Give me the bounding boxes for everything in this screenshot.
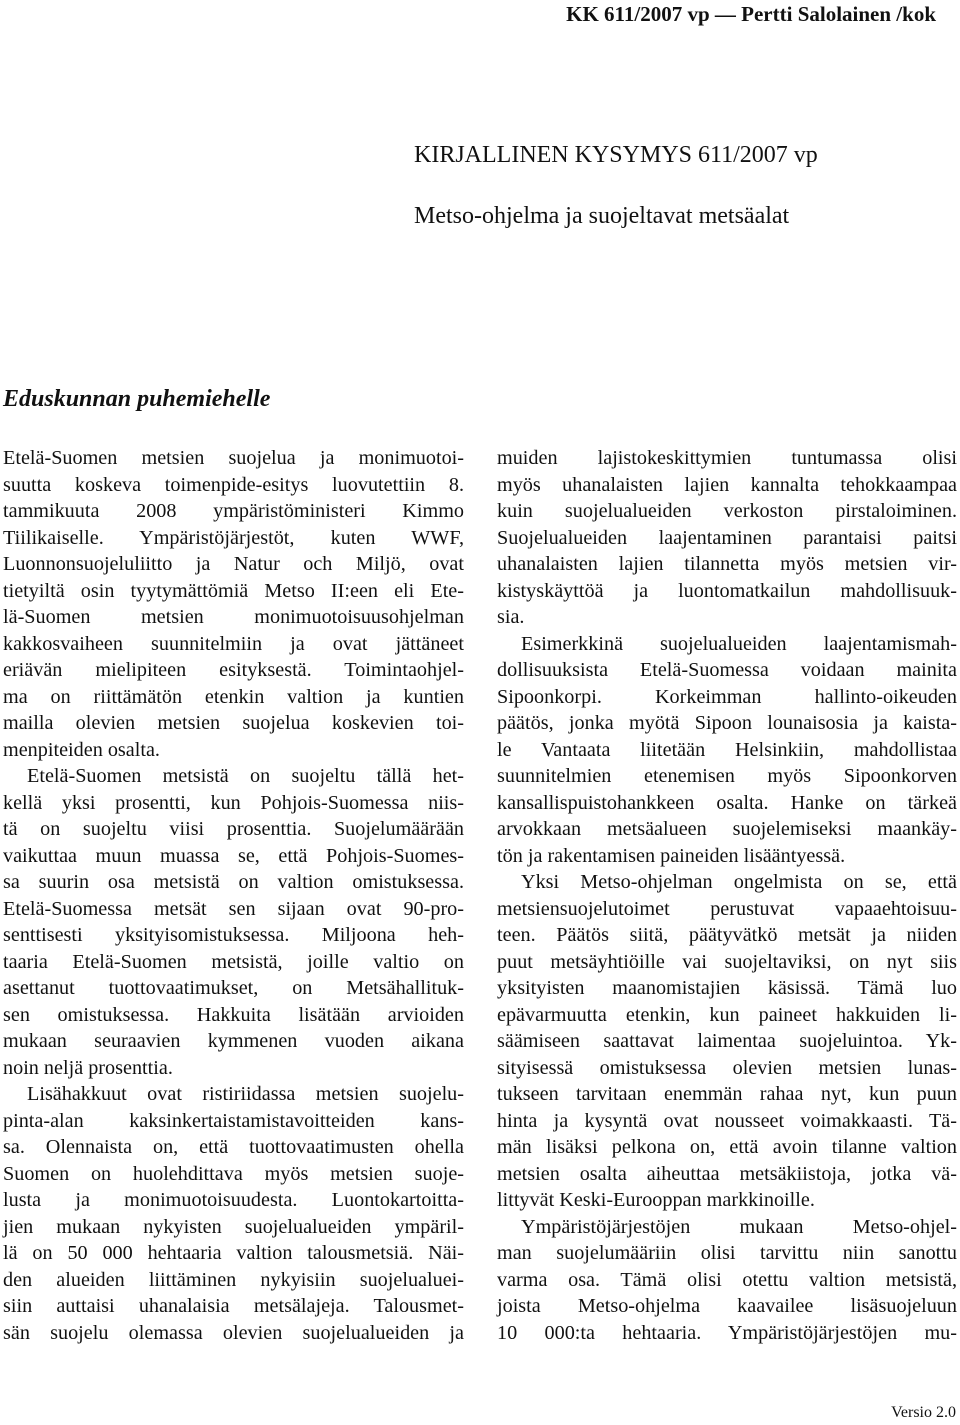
- text-line: lä-Suomen metsien monimuotoisuusohjelman: [3, 606, 464, 628]
- text-line: metsien osalta aiheuttaa metsäkiistoja, jotka vä-: [497, 1162, 957, 1185]
- text-line: kansallispuistohankkeen osalta. Hanke on tärkeä: [497, 791, 957, 814]
- text-line: kistyskäyttöä ja luontomatkailun mahdollisuuk-: [497, 579, 957, 602]
- text-line: pinta-alan kaksinkertaistamistavoitteiden kans-: [3, 1109, 464, 1132]
- right-text-column: [497, 445, 957, 1346]
- text-line: Suojelualueiden laajentaminen parantaisi paitsi: [497, 526, 957, 549]
- text-line: noin neljä prosenttia.: [3, 1056, 173, 1079]
- text-line: Etelä-Suomessa metsät sen sijaan ovat 90-pro-: [3, 897, 464, 920]
- version-label: Versio 2.0: [891, 1404, 956, 1421]
- text-line: män lisäksi pelkona on, että avoin tilanne valtion: [497, 1136, 957, 1158]
- text-line: päätös, jonka myötä Sipoon lounaisosia ja kaista-: [497, 712, 957, 734]
- text-line: man suojelumääriin olisi tarvittu niin sanottu: [497, 1242, 957, 1264]
- text-line: suutta koskeva toimenpide-esitys luovutettiin 8.: [3, 473, 464, 496]
- text-line: varma osa. Tämä olisi otettu valtion metsistä,: [497, 1268, 957, 1291]
- text-line: joista Metso-ohjelma kaavailee lisäsuojeluun: [497, 1295, 957, 1317]
- text-line: Sipoonkorpi. Korkeimman hallinto-oikeuden: [497, 685, 957, 708]
- text-line: Luonnonsuojeluliitto ja Natur och Miljö, ovat: [3, 553, 464, 575]
- text-line: eriävän mielipiteen esityksestä. Toimintaohjel-: [3, 659, 464, 681]
- text-line: Tiilikaiselle. Ympäristöjärjestöt, kuten WWF,: [3, 526, 464, 549]
- text-line: Esimerkkinä suojelualueiden laajentamismah-: [521, 632, 957, 655]
- text-line: Ympäristöjärjestöjen mukaan Metso-ohjel-: [521, 1215, 957, 1238]
- text-line: yksityisten maanomistajien käsissä. Tämä luo: [497, 977, 957, 999]
- document-title: KIRJALLINEN KYSYMYS 611/2007 vp: [414, 142, 818, 168]
- text-line: arvokkaan metsäalueen suojelemiseksi maankäy-: [497, 818, 957, 840]
- text-line: puut metsäyhtiöille vai suojeltaviksi, on nyt siis: [497, 950, 957, 973]
- text-line: sa suurin osa metsistä on valtion omistuksessa.: [3, 871, 464, 893]
- text-line: tammikuuta 2008 ympäristöministeri Kimmo: [3, 500, 464, 522]
- text-line: mukaan seuraavien kymmenen vuoden aikana: [3, 1030, 464, 1052]
- text-line: 10 000:ta hehtaaria. Ympäristöjärjestöjen mu-: [497, 1321, 957, 1344]
- text-line: jien mukaan nykyisten suojelualueiden ympäril-: [3, 1215, 464, 1238]
- text-line: sen omistuksessa. Hakkuita lisätään arvioiden: [3, 1003, 464, 1026]
- text-line: Lisähakkuut ovat ristiriidassa metsien suojelu-: [27, 1083, 464, 1105]
- text-line: le Vantaata liitetään Helsinkiin, mahdollistaa: [497, 738, 957, 761]
- text-line: siin auttaisi uhanalaisia metsälajeja. Talousmet-: [3, 1295, 464, 1317]
- document-header: KK 611/2007 vp — Pertti Salolainen /kok: [566, 2, 936, 26]
- text-line: epävarmuutta etenkin, kun paineet hakkuiden li-: [497, 1003, 957, 1026]
- text-line: tön ja rakentamisen paineiden lisääntyessä.: [497, 844, 846, 867]
- text-line: myös uhanalaisten lajien kannalta tehokkaampaa: [497, 473, 957, 496]
- text-line: sityisessä omistuksessa olevien metsien lunas-: [497, 1056, 957, 1079]
- text-line: ma on riittämätön etenkin valtion ja kuntien: [3, 685, 464, 708]
- text-line: littyvät Keski-Eurooppan markkinoille.: [497, 1189, 815, 1211]
- text-line: lusta ja monimuotoisuudesta. Luontokartoitta-: [3, 1189, 464, 1211]
- text-line: teen. Päätös siitä, päätyvätkö metsät ja niiden: [497, 924, 957, 946]
- text-line: Suomen on huolehdittava myös metsien suoje-: [3, 1162, 464, 1185]
- text-line: menpiteiden osalta.: [3, 738, 160, 761]
- addressee-heading: Eduskunnan puhemiehelle: [3, 386, 271, 412]
- text-line: asettanut tuottovaatimukset, on Metsähallituk-: [3, 977, 464, 999]
- text-line: säämiseen saattavat laimentaa suojeluintoa. Yk-: [497, 1030, 957, 1052]
- text-line: vaikuttaa muun muassa se, että Pohjois-Suomes-: [3, 844, 464, 867]
- text-line: taaria Etelä-Suomen metsistä, joille valtio on: [3, 950, 464, 973]
- text-line: lä on 50 000 hehtaaria valtion talousmetsiä. Näi-: [3, 1242, 464, 1264]
- text-line: tä on suojeltu viisi prosenttia. Suojelumäärään: [3, 818, 464, 840]
- text-line: uhanalaisten lajien tilannetta myös metsien vir-: [497, 553, 957, 575]
- text-line: kellä yksi prosentti, kun Pohjois-Suomessa niis-: [3, 791, 464, 814]
- text-line: Etelä-Suomen metsistä on suojeltu tällä het-: [27, 765, 464, 787]
- text-line: sa. Olennaista on, että tuottovaatimusten ohella: [3, 1136, 464, 1158]
- text-line: dollisuuksista Etelä-Suomessa voidaan mainita: [497, 659, 957, 681]
- text-line: hinta ja kysyntä ovat nousseet voimakkaasti. Tä-: [497, 1109, 957, 1132]
- left-text-column: [3, 445, 464, 1346]
- text-line: metsiensuojelutoimet perustuvat vapaaehtoisuu-: [497, 897, 957, 920]
- text-line: mailla olevien metsien suojelua koskevien toi-: [3, 712, 464, 734]
- text-line: senttisesti yksityisomistuksessa. Miljoona heh-: [3, 924, 464, 946]
- text-line: suunnitelmien etenemisen myös Sipoonkorven: [497, 765, 957, 787]
- text-line: muiden lajistokeskittymien tuntumassa olisi: [497, 447, 957, 469]
- text-line: den alueiden liittäminen nykyisiin suojelualuei-: [3, 1268, 464, 1291]
- text-line: kakkosvaiheen suunnitelmiin ja ovat jättäneet: [3, 632, 464, 655]
- document-subtitle: Metso-ohjelma ja suojeltavat metsäalat: [414, 203, 790, 229]
- text-line: sän suojelu olemassa olevien suojelualueiden ja: [3, 1321, 464, 1344]
- text-line: tukseen tarvitaan enemmän rahaa nyt, kun puun: [497, 1083, 957, 1105]
- text-line: sia.: [497, 606, 525, 628]
- text-line: Yksi Metso-ohjelman ongelmista on se, että: [521, 871, 957, 893]
- text-line: Etelä-Suomen metsien suojelua ja monimuotoi-: [3, 447, 464, 469]
- text-line: tietyiltä osin tyytymättömiä Metso II:een eli Ete-: [3, 579, 464, 602]
- text-line: kuin suojelualueiden verkoston pirstaloiminen.: [497, 500, 957, 522]
